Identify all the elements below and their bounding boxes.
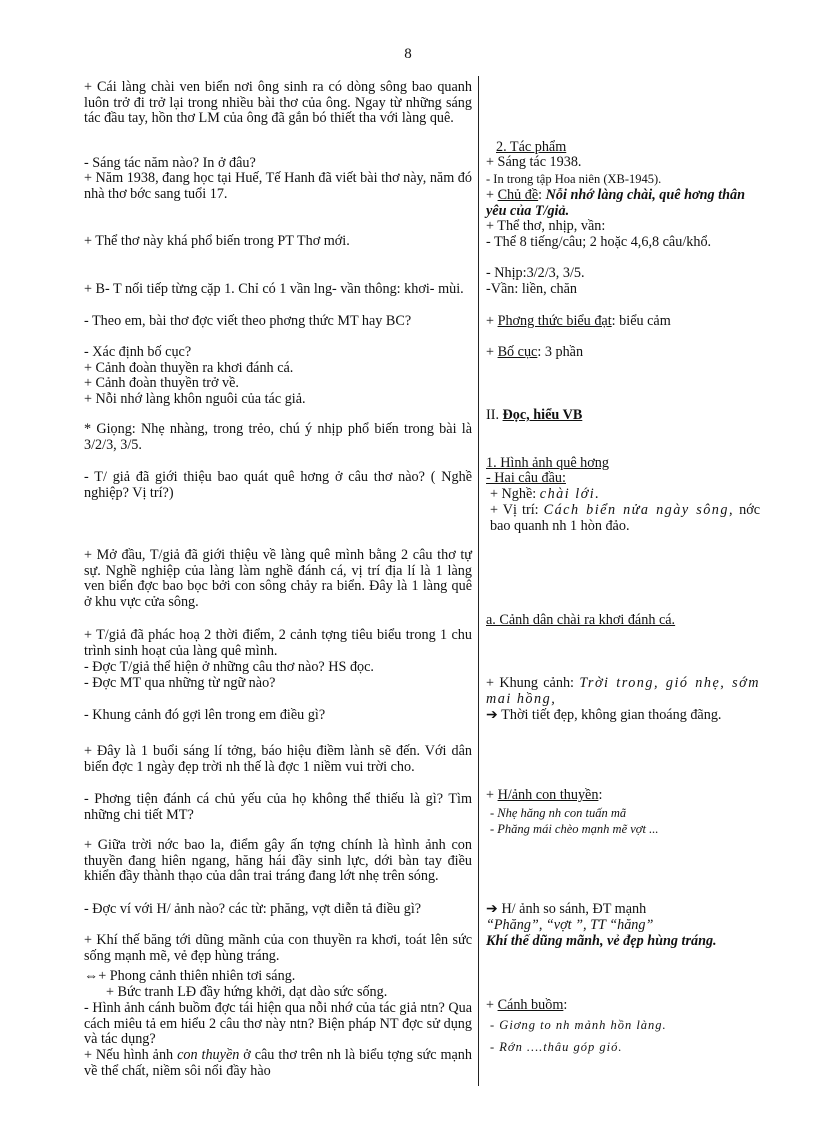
- right-item: [486, 708, 760, 724]
- right-item: [486, 314, 760, 330]
- label-underlined: - Hai câu đầu:: [486, 470, 566, 486]
- left-question: - Đợc T/giả thể hiện ở những câu thơ nào? HS đọc.: [84, 659, 374, 675]
- label-underlined: Chủ đề: [497, 187, 539, 203]
- right-item: + Sáng tác 1938.: [486, 154, 582, 170]
- left-item: [84, 969, 472, 985]
- right-quote: - Nhẹ hăng nh con tuấn mã: [490, 806, 627, 820]
- right-text-italic: Trời trong, gió nhẹ, sớm mai hồng,: [486, 675, 760, 707]
- right-item: [486, 676, 760, 707]
- left-paragraph: * Giọng: Nhẹ nhàng, trong trẻo, chú ý nhịp phổ biến trong bài là 3/2/3, 3/5.: [84, 421, 472, 453]
- right-text: + Nghề:: [490, 486, 540, 502]
- subsection-heading: [486, 613, 760, 629]
- left-paragraph: + B- T nối tiếp từng cặp 1. Chỉ có 1 vần lng- vần thông: khơi- mùi.: [84, 281, 464, 297]
- right-text: : 3 phần: [537, 344, 584, 360]
- section-heading: [486, 408, 760, 424]
- right-text: Thời tiết đẹp, không gian thoáng đãng.: [497, 707, 722, 723]
- right-item: - In trong tập Hoa niên (XB-1945).: [486, 172, 662, 186]
- left-question: - Theo em, bài thơ đợc viết theo phơng thức MT hay BC?: [84, 313, 412, 329]
- right-item: [486, 471, 760, 487]
- right-text: + Vị trí:: [490, 502, 544, 518]
- right-text: H/ ảnh so sánh, ĐT mạnh: [497, 901, 647, 917]
- two-column-table: [84, 76, 760, 1086]
- right-text: +: [486, 997, 498, 1013]
- right-conclusion: Khí thế dũng mãnh, vẻ đẹp hùng tráng.: [486, 933, 717, 949]
- left-item: + Bức tranh LĐ đầy hứng khởi, dạt dào sức sống.: [106, 984, 388, 1000]
- right-quote: - Phăng mái chèo mạnh mẽ vợt ...: [490, 822, 659, 836]
- right-text: + Khung cảnh:: [486, 675, 580, 691]
- label-underlined: Phơng thức biểu đạt: [497, 313, 612, 329]
- left-paragraph: [84, 1048, 472, 1079]
- right-text: +: [486, 187, 498, 203]
- left-question: - Phơng tiện đánh cá chủ yếu của họ không thể thiếu là gì? Tìm những chi tiết MT?: [84, 791, 472, 823]
- right-text: nớc bao quanh nh 1 hòn đảo.: [490, 502, 760, 534]
- label-underlined: Cánh buồm: [497, 997, 564, 1013]
- left-item: + Cảnh đoàn thuyền trở về.: [84, 375, 239, 391]
- right-item: [490, 503, 760, 534]
- heading-text: 2. Tác phẩm: [496, 139, 567, 155]
- right-item: + Thể thơ, nhịp, vần:: [486, 218, 606, 234]
- right-item: [486, 902, 760, 918]
- left-paragraph: + Mở đầu, T/giả đã giới thiệu về làng quê mình bằng 2 câu thơ tự sự. Nghề nghiệp của làng làm nghề đánh cá, vị trí địa lí là 1 làng ven biển đợc bao bọc bởi con sông chảy ra biển. Đây là 1 làng quê ở khu vực cửa sông.: [84, 547, 472, 610]
- right-item: -Vần: liền, chăn: [486, 281, 577, 297]
- label-underlined: Bố cục: [497, 344, 538, 360]
- left-question: - Sáng tác năm nào? In ở đâu?: [84, 155, 256, 171]
- left-question: - Đợc ví với H/ ảnh nào? các từ: phăng, vợt diễn tả điều gì?: [84, 901, 422, 917]
- right-item: [486, 788, 760, 804]
- left-question: - Xác định bố cục?: [84, 344, 192, 360]
- theme-text: Nỗi nhớ làng chài, quê hơng thân yêu của T/giả.: [486, 187, 745, 219]
- equivalence-arrow-icon: ⇔: [84, 968, 99, 984]
- arrow-right-icon: ➔: [486, 707, 498, 723]
- right-item: [486, 345, 760, 361]
- right-text: : biểu cảm: [611, 313, 671, 329]
- left-question: - T/ giả đã giới thiệu bao quát quê hơng ở câu thơ nào? ( Nghề nghiệp? Vị trí?): [84, 469, 472, 501]
- heading-text: a. Cảnh dân chài ra khơi đánh cá.: [486, 612, 676, 628]
- column-divider: [478, 76, 479, 1086]
- right-text: +: [486, 313, 498, 329]
- left-question: - Đợc MT qua những từ ngữ nào?: [84, 675, 276, 691]
- left-item: + Nỗi nhớ làng khôn nguôi của tác giả.: [84, 391, 306, 407]
- right-item: [490, 487, 764, 503]
- right-text-italic: chài lới.: [539, 486, 601, 502]
- left-question: - Hình ảnh cánh buồm đợc tái hiện qua nỗi nhớ của tác giả ntn? Qua cách miêu tả em hiểu 2 câu thơ này ntn? Biện pháp NT đợc sử dụng và tác dụng?: [84, 1000, 472, 1048]
- right-text: :: [538, 187, 546, 203]
- right-text-italic: Cách biển nửa ngày sông,: [543, 502, 735, 518]
- left-paragraph: + Đây là 1 buổi sáng lí tởng, báo hiệu điềm lành sẽ đến. Với dân biển đợc 1 ngày đẹp trời nh thế là đợc 1 niềm vui trời cho.: [84, 743, 472, 775]
- right-item: - Thể 8 tiếng/câu; 2 hoặc 4,6,8 câu/khổ.: [486, 234, 712, 250]
- left-question: - Khung cảnh đó gợi lên trong em điều gì?: [84, 707, 326, 723]
- left-paragraph: + Cái làng chài ven biển nơi ông sinh ra có dòng sông bao quanh luôn trở đi trở lại trong nhiều bài thơ của ông. Ngay từ những sáng tác đầu tay, hồn thơ LM của ông đã gắn bó thiết tha với làng quê.: [84, 79, 472, 127]
- right-item: [486, 998, 760, 1014]
- right-text: :: [598, 787, 603, 803]
- right-quote: - Rớn ….thâu góp gió.: [490, 1040, 623, 1054]
- page-number: 8: [404, 46, 412, 62]
- heading-text: 1. Hình ảnh quê hơng: [486, 455, 609, 471]
- label-underlined: H/ảnh con thuyền: [497, 787, 599, 803]
- right-text: +: [486, 787, 498, 803]
- left-paragraph: + T/giả đã phác hoạ 2 thời điểm, 2 cảnh tợng tiêu biểu trong 1 chu trình sinh hoạt của làng quê mình.: [84, 627, 472, 659]
- left-paragraph: + Giữa trời nớc bao la, điểm gây ấn tợng chính là hình ảnh con thuyền đang hiên ngang, hăng hái đầy sinh lực, dới bàn tay điều khiển đầy thành thạo của dân trai tráng đang lớt nhẹ trên sóng.: [84, 837, 472, 885]
- left-paragraph: + Thể thơ này khá phổ biến trong PT Thơ mới.: [84, 233, 350, 249]
- left-text: + Nếu hình ảnh: [84, 1047, 178, 1063]
- right-item: “Phăng”, “vợt ”, TT “hăng”: [486, 917, 654, 933]
- right-text: +: [486, 344, 498, 360]
- left-item: + Cảnh đoàn thuyền ra khơi đánh cá.: [84, 360, 294, 376]
- left-text-italic: con thuyền: [177, 1047, 240, 1063]
- left-text: ở câu thơ trên nh là biểu tợng sức mạnh về thể chất, niềm sôi nổi đầy hào: [84, 1047, 472, 1079]
- right-quote: - Giơng to nh mảnh hồn làng.: [490, 1018, 667, 1032]
- arrow-right-icon: ➔: [486, 901, 498, 917]
- right-item: - Nhịp:3/2/3, 3/5.: [486, 265, 585, 281]
- right-text: II.: [486, 407, 503, 423]
- heading-text: Đọc, hiểu VB: [502, 407, 583, 423]
- left-item-text: + Phong cảnh thiên nhiên tơi sáng.: [98, 968, 296, 984]
- right-item: [486, 188, 760, 219]
- left-paragraph: + Khí thế băng tới dũng mãnh của con thuyền ra khơi, toát lên sức sống mạnh mẽ, vẻ đẹp hùng tráng.: [84, 932, 472, 964]
- right-text: :: [563, 997, 568, 1013]
- left-paragraph: + Năm 1938, đang học tại Huế, Tế Hanh đã viết bài thơ này, năm đó nhà thơ bớc sang tuổi 17.: [84, 170, 472, 202]
